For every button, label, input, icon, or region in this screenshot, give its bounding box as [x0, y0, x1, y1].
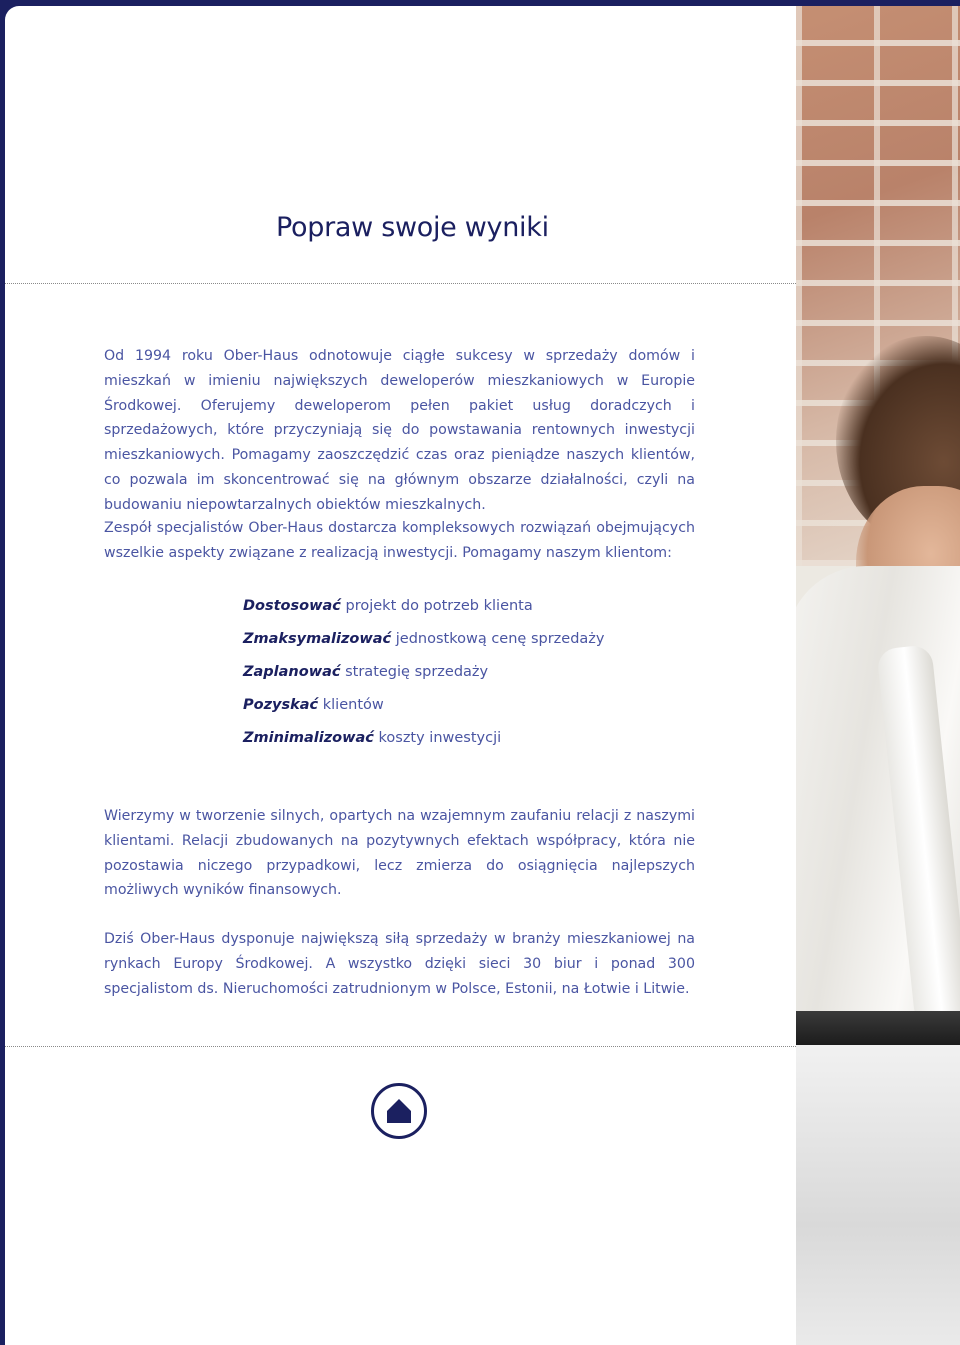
- benefit-item: [243, 631, 604, 664]
- home-button[interactable]: [371, 1083, 427, 1139]
- benefit-text: strategię sprzedaży: [340, 664, 489, 680]
- page-title: Popraw swoje wyniki: [276, 212, 549, 243]
- home-icon: [385, 1097, 413, 1125]
- benefit-verb: Zminimalizować: [243, 730, 374, 746]
- benefit-verb: Dostosować: [243, 598, 341, 614]
- trust-paragraph: Wierzymy w tworzenie silnych, opartych na wzajemnym zaufaniu relacji z naszymi klientami. Relacji zbudowanych na pozytywnych efektach współpracy, która nie pozostawia niczego przypadkowi, lecz zmierza do osiągnięcia najlepszych możliwych wyników finansowych.: [104, 808, 695, 899]
- page: [5, 6, 960, 1345]
- benefit-item: [243, 730, 604, 763]
- benefit-text: jednostkową cenę sprzedaży: [391, 631, 605, 647]
- benefit-verb: Zaplanować: [243, 664, 341, 680]
- benefit-verb: Zmaksymalizować: [243, 631, 392, 647]
- bottom-divider: [5, 1046, 796, 1047]
- intro-paragraph: Od 1994 roku Ober-Haus odnotowuje ciągłe sukcesy w sprzedaży domów i mieszkań w imieniu największych deweloperów mieszkaniowych w Europie Środkowej. Oferujemy deweloperom pełen pakiet usług doradczych i sprzedażowych, które przyczyniają się do powstawania rentownych inwestycji mieszkaniowych. Pomagamy zaoszczędzić czas oraz pieniądze naszych klientów, co pozwala im skoncentrować się na głównym obszarze działalności, czyli na budowaniu niepowtarzalnych obiektów mieszkalnych.: [104, 348, 695, 513]
- photo-trousers: [796, 1045, 960, 1345]
- benefit-text: projekt do potrzeb klienta: [340, 598, 533, 614]
- benefits-list: [243, 598, 604, 763]
- benefit-text: koszty inwestycji: [373, 730, 502, 746]
- photo-belt: [796, 1011, 960, 1045]
- benefit-text: klientów: [318, 697, 384, 713]
- team-paragraph: Zespół specjalistów Ober-Haus dostarcza kompleksowych rozwiązań obejmujących wszelkie aspekty związane z realizacją inwestycji. Pomagamy naszym klientom:: [104, 520, 695, 561]
- sales-force-paragraph: Dziś Ober-Haus dysponuje największą siłą sprzedaży w branży mieszkaniowej na rynkach Europy Środkowej. A wszystko dzięki sieci 30 biur i ponad 300 specjalistom ds. Nieruchomości zatrudnionym w Polsce, Estonii, na Łotwie i Litwie.: [104, 931, 695, 997]
- benefit-item: [243, 697, 604, 730]
- top-divider: [5, 283, 796, 284]
- benefit-verb: Pozyskać: [243, 697, 319, 713]
- businessman-photo: [796, 6, 960, 1345]
- benefit-item: [243, 664, 604, 697]
- benefit-item: [243, 598, 604, 631]
